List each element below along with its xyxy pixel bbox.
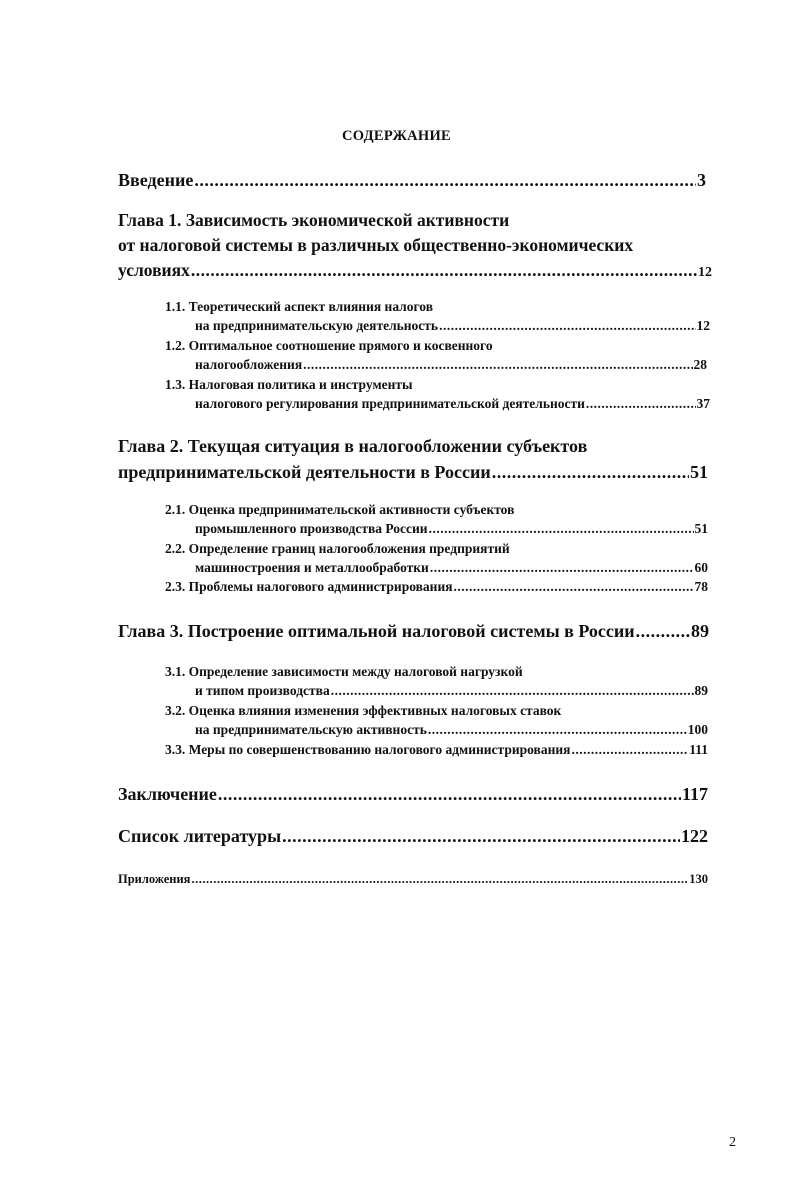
toc-entry-label: на предпринимательскую деятельность	[195, 318, 439, 333]
section-2-1-line1: 2.1. Оценка предпринимательской активности субъектов	[165, 502, 515, 517]
toc-entry-section-1-1	[195, 318, 710, 334]
dot-leader	[429, 521, 694, 537]
toc-entry-section-2-3	[165, 579, 708, 595]
section-3-2-line1: 3.2. Оценка влияния изменения эффективных налоговых ставок	[165, 703, 562, 718]
dot-leader	[194, 170, 696, 191]
toc-entry-section-3-1	[195, 683, 708, 699]
dot-leader	[218, 784, 681, 805]
toc-page-number: 60	[694, 560, 708, 575]
toc-page-number: 117	[681, 784, 708, 804]
dot-leader	[586, 396, 696, 412]
toc-entry-chapter1	[118, 260, 712, 281]
chapter2-title-line1: Глава 2. Текущая ситуация в налогообложении субъектов	[118, 436, 588, 456]
toc-entry-section-3-2	[195, 722, 708, 738]
toc-entry-section-2-2	[195, 560, 708, 576]
toc-entry-conclusion	[118, 784, 708, 805]
toc-page-number: 51	[690, 462, 708, 482]
toc-page-number: 28	[693, 357, 707, 372]
toc-page-number: 89	[694, 683, 708, 698]
section-1-1-line1: 1.1. Теоретический аспект влияния налогов	[165, 299, 434, 314]
toc-entry-label: на предпринимательскую активность	[195, 722, 427, 737]
dot-leader	[303, 357, 692, 373]
dot-leader	[439, 318, 695, 334]
toc-entry-appendix	[118, 872, 708, 887]
toc-entry-section-3-3	[165, 742, 708, 758]
toc-entry-section-1-3	[195, 396, 710, 412]
toc-page-number: 3	[697, 170, 706, 190]
toc-entry-label: 3.3. Меры по совершенствованию налогового администрирования	[165, 742, 571, 757]
chapter1-title-line2: от налоговой системы в различных общественно-экономических	[118, 235, 634, 255]
toc-entry-chapter2	[118, 462, 708, 483]
toc-entry-label: условиях	[118, 260, 190, 280]
toc-page-number: 12	[698, 265, 712, 280]
dot-leader	[492, 462, 689, 483]
dot-leader	[282, 826, 680, 847]
dot-leader	[571, 742, 688, 758]
toc-page-number: 122	[681, 826, 708, 846]
toc-entry-label: промышленного производства России	[195, 521, 428, 536]
toc-page-number: 111	[689, 742, 708, 757]
toc-page-number: 89	[691, 621, 709, 641]
toc-entry-references	[118, 826, 708, 847]
toc-entry-label: и типом производства	[195, 683, 330, 698]
dot-leader	[454, 579, 694, 595]
toc-entry-label: Заключение	[118, 784, 217, 804]
dot-leader	[331, 683, 694, 699]
section-1-3-line1: 1.3. Налоговая политика и инструменты	[165, 377, 413, 392]
dot-leader	[428, 722, 687, 738]
dot-leader	[191, 872, 688, 887]
toc-entry-intro	[118, 170, 706, 191]
page-number: 2	[729, 1135, 736, 1150]
toc-entry-label: предпринимательской деятельности в России	[118, 462, 491, 482]
toc-entry-label: Глава 3. Построение оптимальной налоговой системы в России	[118, 621, 635, 641]
section-1-2-line1: 1.2. Оптимальное соотношение прямого и косвенного	[165, 338, 493, 353]
toc-page-number: 37	[696, 396, 710, 411]
toc-entry-section-1-2	[195, 357, 707, 373]
toc-entry-label: Введение	[118, 170, 194, 190]
toc-page-number: 12	[696, 318, 710, 333]
toc-entry-label: Список литературы	[118, 826, 282, 846]
section-2-2-line1: 2.2. Определение границ налогообложения предприятий	[165, 541, 510, 556]
toc-entry-label: налогообложения	[195, 357, 303, 372]
dot-leader	[430, 560, 694, 576]
dot-leader	[636, 621, 690, 642]
chapter1-title-line1: Глава 1. Зависимость экономической активности	[118, 210, 510, 230]
dot-leader	[191, 260, 697, 281]
toc-title: СОДЕРЖАНИЕ	[341, 128, 452, 144]
toc-entry-label: машиностроения и металлообработки	[195, 560, 429, 575]
toc-page-number: 130	[689, 872, 708, 886]
toc-entry-label: Приложения	[118, 872, 191, 886]
toc-page-number: 78	[694, 579, 708, 594]
section-3-1-line1: 3.1. Определение зависимости между налоговой нагрузкой	[165, 664, 523, 679]
toc-page-number: 51	[694, 521, 708, 536]
toc-entry-chapter3	[118, 621, 709, 642]
toc-entry-label: налогового регулирования предпринимательской деятельности	[195, 396, 585, 411]
toc-entry-label: 2.3. Проблемы налогового администрирования	[165, 579, 453, 594]
toc-entry-section-2-1	[195, 521, 708, 537]
toc-page-number: 100	[687, 722, 708, 737]
